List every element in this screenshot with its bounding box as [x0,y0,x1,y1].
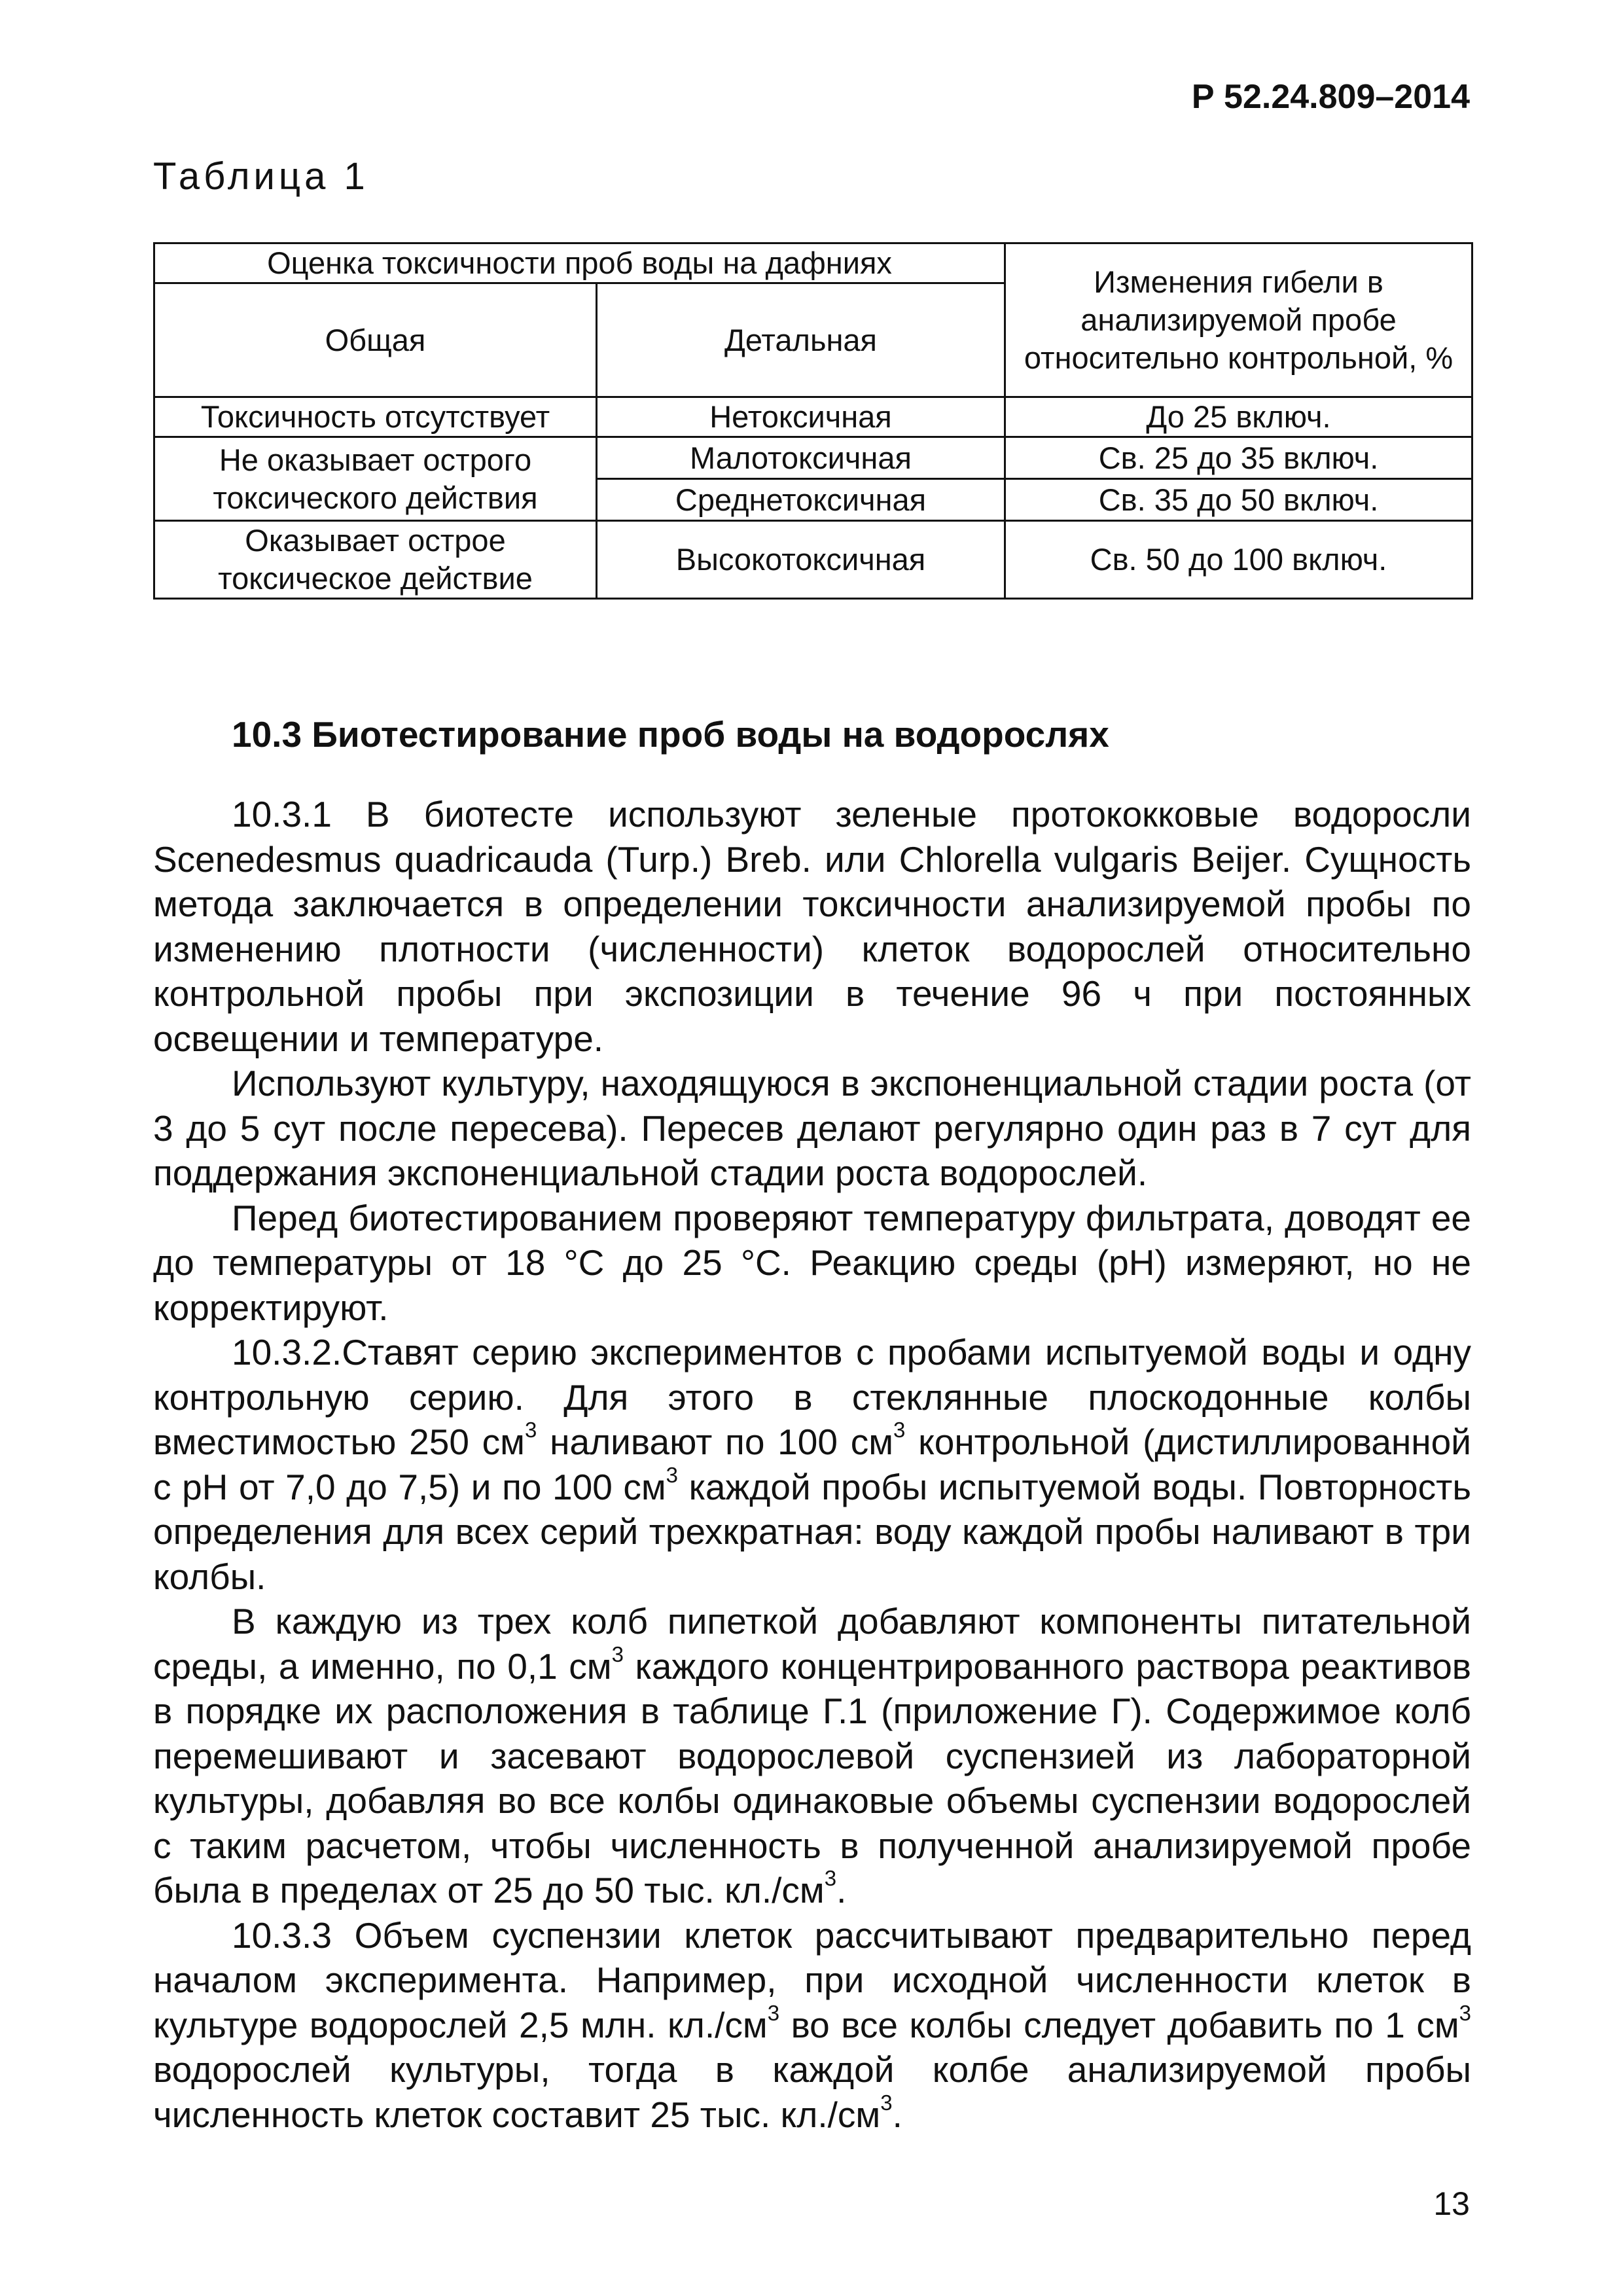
table-row [154,521,1472,599]
table-caption: Таблица 1 [153,155,369,198]
text-span: наливают по 100 см [537,1422,894,1462]
paragraph-culture: Используют культуру, находящуюся в экспоненциальной стадии роста (от 3 до 5 сут после пересева). Пересев делают регулярно один раз в 7 сут для поддержания экспоненциальной стадии роста водорослей. [153,1063,1471,1193]
superscript: 3 [824,1866,837,1890]
superscript: 3 [1459,2000,1471,2025]
header-group-cell: Оценка токсичности проб воды на дафниях [154,243,1005,283]
paragraph-10-3-3 [153,1913,1471,2138]
text-span: В каждую из трех колб пипеткой добавляют компоненты питательной среды, а именно, по 0,1 см [153,1601,1471,1687]
detailed-cell: Высокотоксичная [597,521,1005,599]
detailed-cell: Малотоксичная [597,437,1005,479]
paragraph-10-3-1: 10.3.1 В биотесте используют зеленые протококковые водоросли Scenedesmus quadricauda (Turp.) Breb. или Chlorella vulgaris Beijer. Сущность метода заключается в определении токсичности анализируемой пробы по изменению плотности (численности) клеток водорослей относительно контрольной пробы при экспозиции в течение 96 ч при постоянных освещении и температуре. [153,794,1471,1059]
text-span: во все колбы следует добавить по 1 см [779,2004,1459,2045]
superscript: 3 [666,1462,679,1487]
change-cell: Св. 50 до 100 включ. [1005,521,1472,599]
text-span: . [892,2094,902,2135]
toxicity-table [153,242,1473,600]
superscript: 3 [893,1418,906,1442]
general-cell: Оказывает острое токсическое действие [154,521,597,599]
table-row [154,437,1472,479]
change-cell: Св. 25 до 35 включ. [1005,437,1472,479]
superscript: 3 [525,1418,537,1442]
body-text [153,792,1471,2137]
text-span: каждой пробы испытуемой воды. Повторность определения для всех серий трехкратная: воду каждой пробы наливают в три колбы. [153,1466,1471,1597]
text-span: каждого концентрированного раствора реактивов в порядке их расположения в таблице Г.1 (приложение Г). Содержимое колб перемешивают и засевают водорослевой суспензией из лабораторной культуры, добавляя во все колбы одинаковые объемы суспензии водорослей с таким расчетом, чтобы численность в полученной анализируемой пробе была в пределах от 25 до 50 тыс. кл./см [153,1645,1471,1910]
detailed-cell: Среднетоксичная [597,479,1005,521]
text-span: . [836,1870,847,1910]
general-cell: Токсичность отсутствует [154,397,597,437]
text-span: контрольной (дистиллированной с pH от 7,0 до 7,5) и по 100 см [153,1422,1471,1507]
text-span: 10.3.2.Ставят серию экспериментов с пробами испытуемой воды и одну контрольную серию. Для этого в стеклянные плоскодонные колбы вместимостью 250 см [153,1332,1471,1462]
page-number: 13 [1433,2185,1470,2222]
paragraph-temperature: Перед биотестированием проверяют температуру фильтрата, доводят ее до температуры от 18 °С до 25 °С. Реакцию среды (pH) измеряют, но не корректируют. [153,1197,1471,1328]
section-heading: 10.3 Биотестирование проб воды на водорослях [232,714,1109,755]
paragraph-10-3-2 [153,1330,1471,1599]
superscript: 3 [767,2000,780,2025]
document-number: Р 52.24.809–2014 [1191,78,1470,116]
table-row [154,397,1472,437]
header-detailed-cell: Детальная [597,283,1005,397]
superscript: 3 [880,2090,893,2115]
general-cell: Не оказывает острого токсического действия [154,437,597,521]
header-general-cell: Общая [154,283,597,397]
change-cell: До 25 включ. [1005,397,1472,437]
detailed-cell: Нетоксичная [597,397,1005,437]
paragraph-nutrients [153,1599,1471,1913]
superscript: 3 [611,1641,624,1666]
header-change-cell: Изменения гибели в анализируемой пробе относительно контрольной, % [1005,243,1472,397]
change-cell: Св. 35 до 50 включ. [1005,479,1472,521]
text-span: водорослей культуры, тогда в каждой колбе анализируемой пробы численность клеток составит 25 тыс. кл./см [153,2049,1471,2135]
text-span: 10.3.3 Объем суспензии клеток рассчитывают предварительно перед началом эксперимента. Например, при исходной численности клеток в культуре водорослей 2,5 млн. кл./см [153,1914,1471,2045]
